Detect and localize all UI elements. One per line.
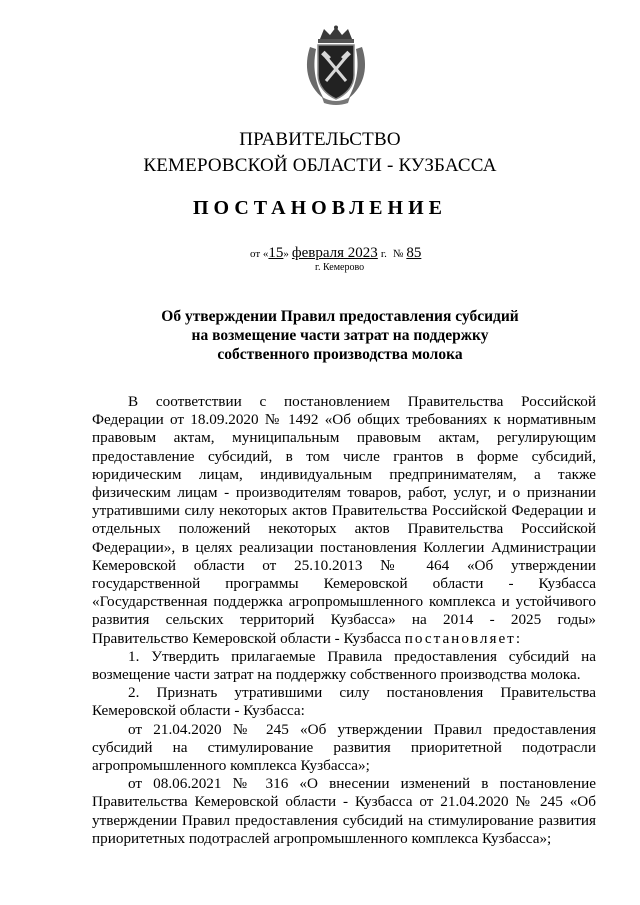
document-number: 85 [406,245,422,261]
preamble-paragraph [92,393,596,648]
city-name: г. Кемерово [315,262,365,273]
government-name-line2: КЕМЕРОВСКОЙ ОБЛАСТИ - КУЗБАССА [143,155,497,176]
clause-2-paragraph: 2. Признать утратившими силу постановления Правительства Кемеровской области - Кузбасса: [92,684,596,720]
government-name-line1: ПРАВИТЕЛЬСТВО [239,129,401,150]
document-type-heading: ПОСТАНОВЛЕНИЕ [193,197,447,219]
number-label: № [392,248,404,260]
preamble-end: : [515,629,521,647]
date-month-year: февраля 2023 [291,245,378,261]
date-day: 15 [268,245,284,261]
resolves-word: постановляет [404,629,516,647]
date-line [250,245,421,262]
date-mid: » [283,248,289,260]
date-year-suffix: г. [380,248,387,260]
coat-of-arms-emblem [302,25,370,105]
document-title-line2: на возмещение части затрат на поддержку [191,327,489,344]
preamble-text: В соответствии с постановлением Правительства Российской Федерации от 18.09.2020 № 1492 «Об общих требованиях к нормативным правовым актам, муниципальным правовым актам, регулирующим предоставление субсидий, в том числе грантов в форме субсидий, юридическим лицам, индивидуальным предпринимателям, а также физическим лицам - производителям товаров, работ, услуг, и о признании утратившими силу некоторых актов Правительства Российской Федерации и отдельных положений некоторых актов Правительства Российской Федерации», в целях реализации постановления Коллегии Администрации Кемеровской области от 25.10.2013 № 464 «Об утверждении государственной программы Кемеровской области - Кузбасса «Государственная поддержка агропромышленного комплекса и устойчивого развития сельских территорий Кузбасса» на 2014 - 2025 годы» Правительство Кемеровской области - Кузбасса [92,393,596,647]
clause-1-paragraph: 1. Утвердить прилагаемые Правила предоставления субсидий на возмещение части затрат на поддержку собственного производства молока. [92,647,596,684]
document-title [0,307,640,364]
repealed-act-1-paragraph: от 21.04.2020 № 245 «Об утверждении Правил предоставления субсидий на стимулирование развития приоритетной подотрасли агропромышленного комплекса Кузбасса»; [92,720,596,775]
repealed-act-2-paragraph: от 08.06.2021 № 316 «О внесении изменений в постановление Правительства Кемеровской области - Кузбасса от 21.04.2020 № 245 «Об утверждении Правил предоставления субсидий на стимулирование развития приоритетных подотраслей агропромышленного комплекса Кузбасса»; [92,775,596,847]
document-body [92,393,596,848]
date-prefix: от « [250,248,269,260]
document-title-line3: собственного производства молока [217,346,463,363]
document-title-line1: Об утверждении Правил предоставления субсидий [161,308,519,325]
